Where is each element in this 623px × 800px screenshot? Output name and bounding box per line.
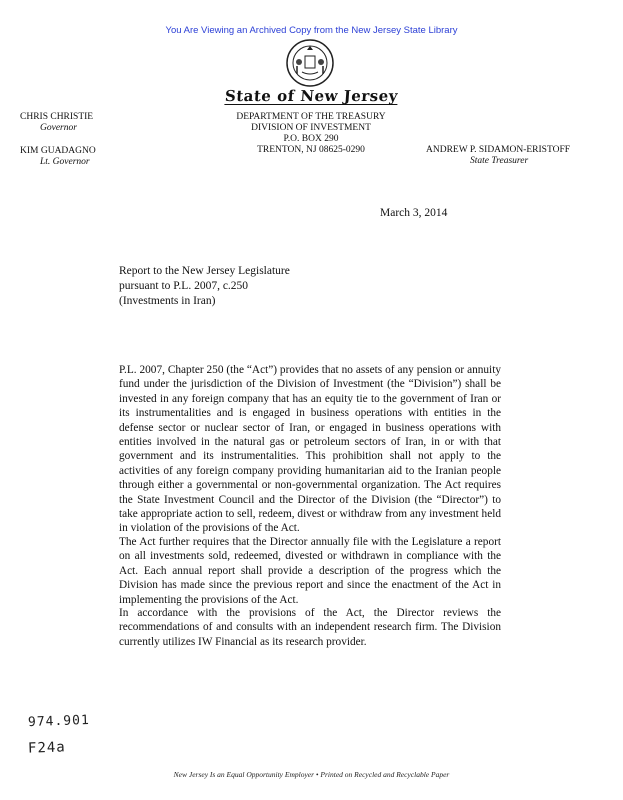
city-line: TRENTON, NJ 08625-0290 bbox=[257, 145, 365, 155]
footer-note: New Jersey Is an Equal Opportunity Employer • Printed on Recycled and Recyclable Paper bbox=[173, 770, 450, 779]
department-line: DEPARTMENT OF THE TREASURY bbox=[236, 112, 386, 122]
division-line: DIVISION OF INVESTMENT bbox=[251, 123, 371, 133]
state-title: State of New Jersey bbox=[224, 87, 399, 105]
governor-block bbox=[20, 112, 96, 168]
state-seal-icon bbox=[285, 38, 335, 88]
body-paragraph-1: P.L. 2007, Chapter 250 (the “Act”) provides that no assets of any pension or annuity fund under the jurisdiction of the Division of Investment (the “Division”) shall be invested in any foreign company that has an equity tie to the government of Iran or its instrumentalities and is engaged in business operations with entities in the defense sector or nuclear sector of Iran, or engaged in business operations with entities involved in the natural gas or petroleum sectors of Iran, in or with that government and its instrumentalities. This prohibition shall not apply to the activities of any foreign company providing humanitarian aid to the Iranian people through either a governmental or non-governmental organization. The Act requires the State Investment Council and the Director of the Division (the “Director”) to take appropriate action to sell, redeem, divest or withdraw from any investment held in violation of the provisions of the Act. bbox=[119, 364, 501, 535]
governor-role: Governor bbox=[40, 123, 77, 133]
department-address bbox=[211, 112, 411, 156]
treasurer-name: ANDREW P. SIDAMON-ERISTOFF bbox=[426, 145, 571, 155]
subject-line: Report to the New Jersey Legislature bbox=[119, 265, 290, 277]
treasurer-block bbox=[426, 145, 570, 167]
treasurer-role: State Treasurer bbox=[470, 156, 529, 166]
letter-date: March 3, 2014 bbox=[380, 207, 448, 219]
po-box-line: P.O. BOX 290 bbox=[283, 134, 339, 144]
handwritten-call-number: 974.901 bbox=[27, 712, 91, 731]
lt-governor-role: Lt. Governor bbox=[40, 157, 90, 167]
governor-name: CHRIS CHRISTIE bbox=[20, 112, 94, 122]
archive-banner: You Are Viewing an Archived Copy from the New Jersey State Library bbox=[165, 25, 458, 36]
body-paragraph-3: In accordance with the provisions of the Act, the Director reviews the recommendations of and consults with an independent research firm. The Division currently utilizes IW Financial as its research provider. bbox=[119, 607, 501, 648]
subject-block bbox=[119, 264, 290, 309]
handwritten-shelf-mark: F24a bbox=[27, 739, 66, 757]
lt-governor-name: KIM GUADAGNO bbox=[20, 146, 96, 156]
body-paragraph-2: The Act further requires that the Director annually file with the Legislature a report on all investments sold, redeemed, divested or withdrawn in compliance with the Act. Each annual report shall provide a description of the progress which the Division has made since the previous report and since the enactment of the Act in implementing the provisions of the Act. bbox=[119, 536, 501, 606]
subject-line: (Investments in Iran) bbox=[119, 295, 216, 307]
subject-line: pursuant to P.L. 2007, c.250 bbox=[119, 280, 249, 292]
